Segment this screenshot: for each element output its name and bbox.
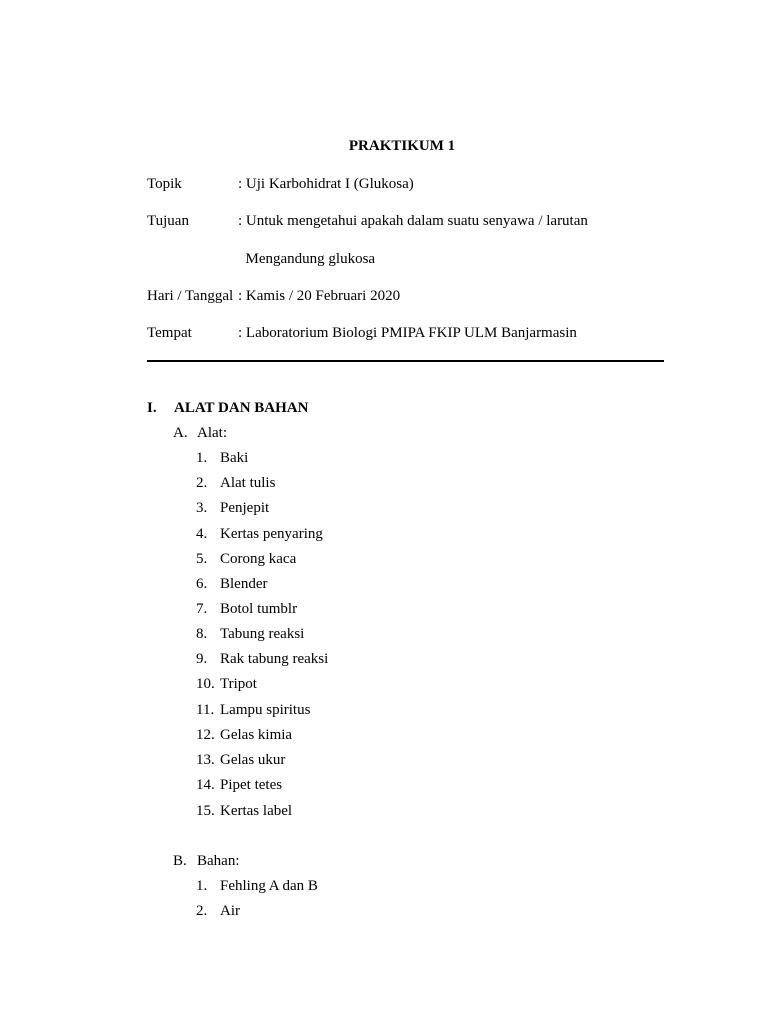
list-item-text: Kertas label: [220, 803, 293, 819]
list-item-text: Gelas ukur: [220, 752, 286, 768]
list-item-number: 1.: [196, 450, 208, 466]
horizontal-divider: [147, 360, 664, 362]
list-item-text: Rak tabung reaksi: [220, 651, 329, 667]
list-item-number: 10.: [196, 676, 215, 692]
list-item-number: 8.: [196, 626, 208, 642]
meta-label: Hari / Tanggal: [147, 288, 234, 304]
meta-value: : Untuk mengetahui apakah dalam suatu senyawa / larutan: [238, 213, 588, 229]
list-item-number: 15.: [196, 803, 215, 819]
list-item-text: Kertas penyaring: [220, 526, 323, 542]
list-item-text: Tripot: [220, 676, 257, 692]
list-item-number: 4.: [196, 526, 208, 542]
list-item-number: 2.: [196, 475, 208, 491]
subsection-label: Bahan:: [197, 853, 240, 869]
list-item-text: Penjepit: [220, 500, 270, 516]
list-item-text: Corong kaca: [220, 551, 297, 567]
subsection-letter: B.: [173, 853, 187, 869]
list-item-number: 13.: [196, 752, 215, 768]
list-item-number: 1.: [196, 878, 208, 894]
section-number: I.: [147, 400, 157, 416]
meta-label: Tempat: [147, 325, 192, 341]
list-item-number: 3.: [196, 500, 208, 516]
list-item-text: Tabung reaksi: [220, 626, 305, 642]
meta-value: : Uji Karbohidrat I (Glukosa): [238, 176, 414, 192]
list-item-text: Blender: [220, 576, 268, 592]
list-item-number: 6.: [196, 576, 208, 592]
list-item-text: Gelas kimia: [220, 727, 293, 743]
list-item-number: 11.: [196, 702, 215, 718]
subsection-letter: A.: [173, 425, 188, 441]
list-item-number: 7.: [196, 601, 208, 617]
list-item-text: Alat tulis: [220, 475, 276, 491]
list-item-text: Baki: [220, 450, 249, 466]
list-item-text: Pipet tetes: [220, 777, 283, 793]
list-item-number: 14.: [196, 777, 215, 793]
list-item-number: 5.: [196, 551, 208, 567]
meta-label: Topik: [147, 176, 182, 192]
list-item-text: Botol tumblr: [220, 601, 298, 617]
list-item-text: Air: [220, 903, 240, 919]
list-item-text: Fehling A dan B: [220, 878, 318, 894]
meta-value: Mengandung glukosa: [238, 251, 376, 267]
meta-value: : Laboratorium Biologi PMIPA FKIP ULM Banjarmasin: [238, 325, 577, 341]
meta-value: : Kamis / 20 Februari 2020: [238, 288, 401, 304]
subsection-label: Alat:: [197, 425, 227, 441]
list-item-text: Lampu spiritus: [220, 702, 311, 718]
list-item-number: 2.: [196, 903, 208, 919]
document-title: PRAKTIKUM 1: [348, 138, 456, 154]
meta-label: Tujuan: [147, 213, 189, 229]
list-item-number: 9.: [196, 651, 208, 667]
list-item-number: 12.: [196, 727, 215, 743]
section-title: ALAT DAN BAHAN: [174, 400, 309, 416]
